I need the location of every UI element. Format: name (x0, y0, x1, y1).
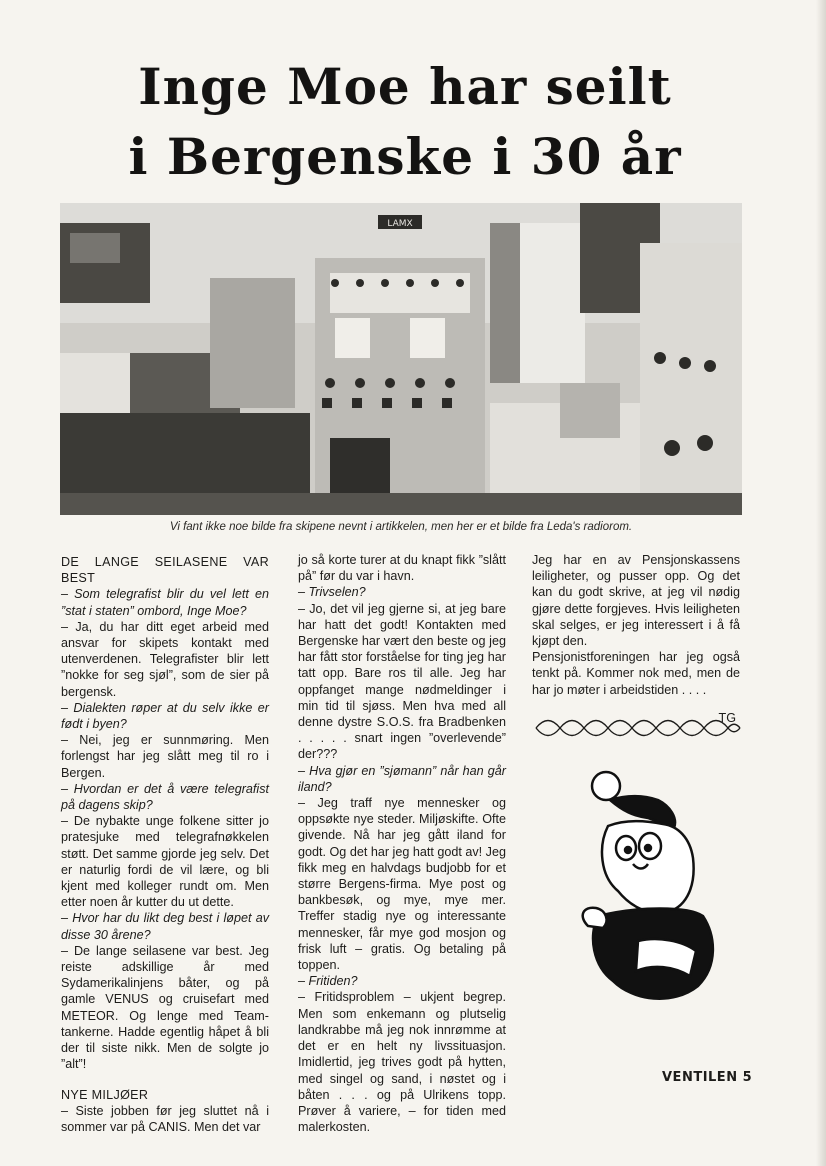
section-heading: DE LANGE SEILASENE VAR BEST (61, 555, 269, 586)
decorative-border-ornament (534, 718, 742, 738)
interview-answer: – Ja, du har ditt eget arbeid med ansvar for skipets kontakt med utenverdenen. Telegrafister blir lett ”nokke for seg sjøl”, som de sier på bergensk. (61, 619, 269, 699)
page-edge (816, 0, 826, 1166)
lamx-sign: LAMX (387, 219, 413, 229)
article-title-line-2: i Bergenske i 30 år (128, 127, 682, 186)
interview-answer: jo så korte turer at du knapt fikk ”slått på” før du var i havn. (298, 553, 506, 584)
interview-question: – Som telegrafist blir du vel lett en ”stat i staten” ombord, Inge Moe? (61, 587, 269, 618)
article-column-2 (298, 552, 506, 1135)
photo-caption: Vi fant ikke noe bilde fra skipene nevnt i artikkelen, men her er et bilde fra Leda's radiorom. (169, 521, 633, 533)
article-title-line-1: Inge Moe har seilt (138, 57, 672, 116)
section-heading: NYE MILJØER (61, 1087, 149, 1102)
radio-room-photo (60, 203, 742, 515)
interview-answer: Jeg har en av Pensjonskassens leiligheter, og pusser opp. Og det kan du godt skrive, at jeg vil nødig gjøre dette forgjeves. Hvis leiligheten skal selges, er jeg interessert i å få kjøpt den. (532, 553, 740, 649)
interview-answer: – Fritidsproblem – ukjent begrep. Men som enkemann og plutselig landkrabbe må jeg nok innrømme at det er en helt ny livssituasjon. Imidlertid, jeg trives godt på hytten, med singel og sand, i nøstet og i båten . . . og på Ulrikens topp. Prøver å variere, – for tiden med malerkosten. (298, 990, 506, 1135)
interview-question: – Dialekten røper at du selv ikke er født i byen? (61, 700, 269, 732)
article-column-3 (532, 552, 740, 726)
interview-question: – Fritiden? (298, 974, 358, 989)
interview-answer: Pensjonistforeningen har jeg også tenkt på. Kommer nok med, men de har jo møter i arbeidstiden . . . . (532, 650, 740, 697)
interview-answer: – Nei, jeg er sunnmøring. Men forlengst har jeg slått meg til ro i Bergen. (61, 733, 269, 780)
interview-question: – Trivselen? (298, 585, 366, 600)
interview-question: – Hvor har du likt deg best i løpet av disse 30 årene? (61, 911, 269, 942)
magazine-page-footer: VENTILEN 5 (662, 1070, 753, 1085)
interview-question: – Hvordan er det å være telegrafist på dagens skip? (61, 781, 269, 813)
article-column-1 (61, 552, 269, 1135)
interview-answer: – Jeg traff nye mennesker og oppsøkte nye steder. Miljøskifte. Ofte givende. Nå har jeg gått iland for godt. Og det har jeg hatt godt av! Jeg fikk meg en halvdags budjobb for et større Bergens-firma. Mye post og bankbesøk, og mye, mye mer. Treffer stadig nye og interessante mennesker, får mye god mosjon og frisk luft – gratis. Og betaling på toppen. (298, 796, 506, 973)
interview-answer: – Siste jobben før jeg sluttet nå i sommer var på CANIS. Men det var (61, 1103, 269, 1134)
radio-room-illustration (60, 203, 742, 515)
interview-answer: – De lange seilasene var best. Jeg reiste adskillige år med Sydamerikalinjens båter, og på gamle VENUS og cruisefart med METEOR. Og lenge med Team-tankerne. Hadde egentlig håpet å bli der til siste nikk. Men de solgte jo ”alt”! (61, 943, 269, 1072)
interview-question: – Hva gjør en ”sjømann” når han går iland? (298, 763, 506, 794)
santa-claus-illustration (578, 766, 728, 1016)
author-signature: TG (718, 710, 736, 725)
interview-answer: – Jo, det vil jeg gjerne si, at jeg bare har hatt det godt! Kontakten med Bergenske har vært den beste og jeg har fått stor forståelse for ting jeg har tatt opp. Bare ros til alle. Jeg har oppfanget mange nødmeldinger i min tid til sjøss. Men hva med all denne dystre S.O.S. fra Bradbenken . . . . . snart ingen ”overlevende” der??? (298, 601, 506, 762)
interview-answer: – De nybakte unge folkene sitter jo pratesjuke med telegrafnøkkelen støtt. Det samme gjorde jeg selv. Det er naturlig fordi de vil lære, og bli kjent med kolleger rundt om. Men etter noen år kutter du ut dette. (61, 814, 269, 910)
